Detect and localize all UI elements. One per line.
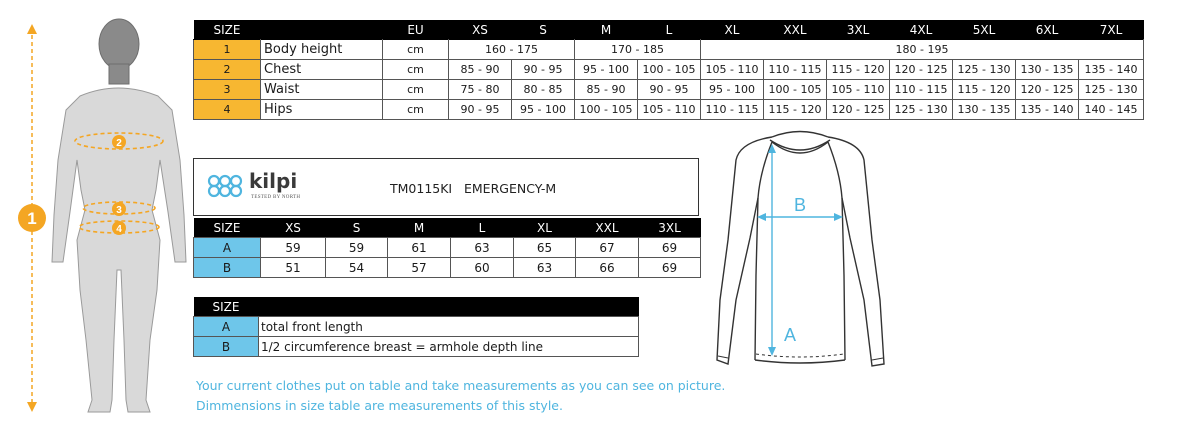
header-cell: 4XL: [890, 20, 953, 40]
marker-4: [112, 221, 126, 235]
row-number: 2: [194, 60, 261, 80]
table-cell: 54: [326, 258, 388, 278]
table-cell: 125 - 130: [953, 60, 1016, 80]
body-figure: [0, 0, 190, 436]
table-cell: 90 - 95: [638, 80, 701, 100]
brand-name: kilpi: [249, 169, 298, 193]
table-cell: 120 - 125: [827, 100, 890, 120]
header-cell: XS: [261, 218, 326, 238]
row-name: Body height: [261, 40, 383, 60]
header-cell: 6XL: [1016, 20, 1079, 40]
legend-row-a: [194, 317, 639, 337]
table-cell: 135 - 140: [1079, 60, 1144, 80]
row-unit: cm: [383, 40, 449, 60]
table-cell: 125 - 130: [1079, 80, 1144, 100]
header-cell: M: [575, 20, 638, 40]
header-cell: XXL: [764, 20, 827, 40]
header-cell: SIZE: [194, 20, 261, 40]
legend-header: [194, 297, 639, 317]
table-cell: 125 - 130: [890, 100, 953, 120]
table-row-hips: [194, 100, 1144, 120]
header-cell: EU: [383, 20, 449, 40]
header-cell: XXL: [576, 218, 639, 238]
table-cell: 170 - 185: [575, 40, 701, 60]
row-unit: cm: [383, 100, 449, 120]
row-number: 3: [194, 80, 261, 100]
svg-text:1: 1: [27, 209, 37, 228]
table-cell: 80 - 85: [512, 80, 575, 100]
row-unit: cm: [383, 80, 449, 100]
measure-a-line: [768, 144, 776, 356]
header-cell: 7XL: [1079, 20, 1144, 40]
table-cell: 180 - 195: [701, 40, 1144, 60]
style-table: [193, 218, 701, 278]
table-cell: 95 - 100: [575, 60, 638, 80]
header-cell: 5XL: [953, 20, 1016, 40]
header-cell: L: [451, 218, 514, 238]
table-cell: 105 - 110: [827, 80, 890, 100]
product-name: EMERGENCY-M: [464, 181, 557, 196]
shirt-outline: [717, 132, 884, 367]
table-cell: 66: [576, 258, 639, 278]
table-row-body-height: [194, 40, 1144, 60]
legend-text: total front length: [259, 317, 639, 337]
table-cell: 85 - 90: [575, 80, 638, 100]
row-name: Waist: [261, 80, 383, 100]
shirt-figure: [700, 120, 900, 382]
table-cell: 135 - 140: [1016, 100, 1079, 120]
table-cell: 105 - 110: [638, 100, 701, 120]
table-cell: 63: [451, 238, 514, 258]
table-cell: 63: [514, 258, 576, 278]
marker-2: [112, 135, 126, 149]
header-cell: [259, 297, 639, 317]
header-cell: XL: [514, 218, 576, 238]
brand-tagline: TESTED BY NORTH: [251, 195, 301, 200]
table-cell: 110 - 115: [890, 80, 953, 100]
table-cell: 115 - 120: [953, 80, 1016, 100]
style-table-header: [194, 218, 701, 238]
size-table-header: [194, 20, 1144, 40]
row-label: A: [194, 238, 261, 258]
legend-row-b: [194, 337, 639, 357]
table-cell: 60: [451, 258, 514, 278]
marker-1: [18, 204, 46, 232]
row-name: Hips: [261, 100, 383, 120]
table-cell: 67: [576, 238, 639, 258]
table-cell: 65: [514, 238, 576, 258]
table-cell: 59: [326, 238, 388, 258]
table-row-waist: [194, 80, 1144, 100]
table-cell: 69: [639, 238, 701, 258]
header-cell: SIZE: [194, 218, 261, 238]
table-cell: 140 - 145: [1079, 100, 1144, 120]
row-label: A: [194, 317, 259, 337]
table-cell: 85 - 90: [449, 60, 512, 80]
table-cell: 61: [388, 238, 451, 258]
product-code: TM0115KI: [390, 181, 453, 196]
table-cell: 130 - 135: [1016, 60, 1079, 80]
table-cell: 100 - 105: [575, 100, 638, 120]
legend-text: 1/2 circumference breast = armhole depth line: [259, 337, 639, 357]
header-cell: XS: [449, 20, 512, 40]
table-cell: 115 - 120: [827, 60, 890, 80]
table-row-a: [194, 238, 701, 258]
row-number: 1: [194, 40, 261, 60]
table-cell: 100 - 105: [638, 60, 701, 80]
shirt-label-a: A: [784, 325, 797, 345]
row-name: Chest: [261, 60, 383, 80]
table-cell: 90 - 95: [512, 60, 575, 80]
header-cell: S: [512, 20, 575, 40]
product-header: [193, 158, 699, 216]
marker-3: [112, 202, 126, 216]
table-cell: 57: [388, 258, 451, 278]
table-row-b: [194, 258, 701, 278]
row-label: B: [194, 337, 259, 357]
table-cell: 120 - 125: [1016, 80, 1079, 100]
table-cell: 95 - 100: [701, 80, 764, 100]
note-line-1: Your current clothes put on table and take measurements as you can see on picture.: [196, 378, 726, 393]
header-cell: S: [326, 218, 388, 238]
header-cell: L: [638, 20, 701, 40]
table-cell: 120 - 125: [890, 60, 953, 80]
row-label: B: [194, 258, 261, 278]
row-unit: cm: [383, 60, 449, 80]
kilpi-logo-icon: [206, 173, 244, 199]
table-cell: 51: [261, 258, 326, 278]
table-row-chest: [194, 60, 1144, 80]
table-cell: 115 - 120: [764, 100, 827, 120]
header-cell: [261, 20, 383, 40]
row-number: 4: [194, 100, 261, 120]
table-cell: 110 - 115: [764, 60, 827, 80]
size-table: [193, 20, 1144, 120]
table-cell: 59: [261, 238, 326, 258]
svg-text:4: 4: [116, 224, 122, 235]
table-cell: 95 - 100: [512, 100, 575, 120]
table-cell: 90 - 95: [449, 100, 512, 120]
table-cell: 105 - 110: [701, 60, 764, 80]
shirt-label-b: B: [793, 195, 807, 215]
table-cell: 100 - 105: [764, 80, 827, 100]
header-cell: SIZE: [194, 297, 259, 317]
header-cell: XL: [701, 20, 764, 40]
header-cell: M: [388, 218, 451, 238]
svg-text:2: 2: [116, 138, 122, 149]
note-line-2: Dimmensions in size table are measurements of this style.: [196, 398, 563, 413]
table-cell: 69: [639, 258, 701, 278]
svg-text:3: 3: [116, 205, 122, 216]
table-cell: 75 - 80: [449, 80, 512, 100]
table-cell: 130 - 135: [953, 100, 1016, 120]
header-cell: 3XL: [639, 218, 701, 238]
header-cell: 3XL: [827, 20, 890, 40]
legend-table: [193, 297, 639, 357]
table-cell: 110 - 115: [701, 100, 764, 120]
table-cell: 160 - 175: [449, 40, 575, 60]
